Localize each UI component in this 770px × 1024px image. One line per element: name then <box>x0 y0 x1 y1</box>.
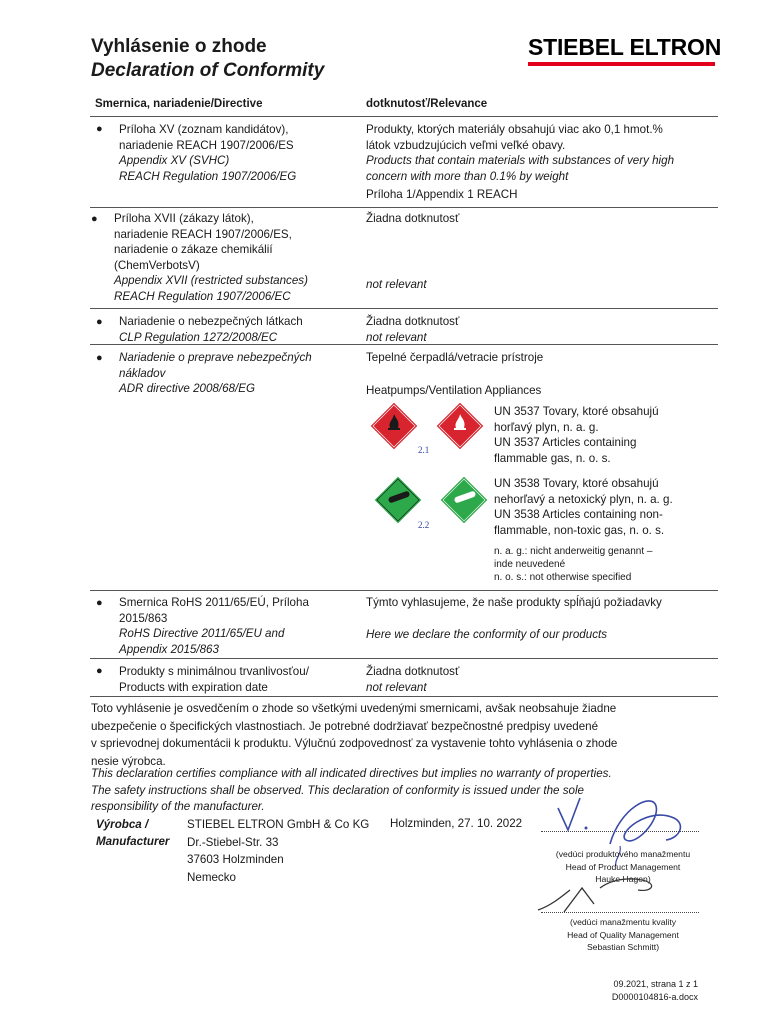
expiry-right <box>366 664 459 695</box>
row-divider <box>90 207 718 208</box>
text-line: nariadenie o zákaze chemikálií <box>114 243 273 257</box>
text-line: nákladov <box>119 366 166 380</box>
text-line: UN 3537 Articles containing <box>494 436 637 450</box>
expiry-left <box>119 664 309 695</box>
title-english: Declaration of Conformity <box>91 60 325 81</box>
text-line: n. o. s.: not otherwise specified <box>494 572 632 583</box>
rohs-left <box>119 595 309 657</box>
text-line: Toto vyhlásenie je osvedčením o zhode so všetkými uvedenými smernicami, avšak neobsahuje žiadne <box>91 702 617 715</box>
class-label-2-1: 2.1 <box>418 445 430 455</box>
title-slovak: Vyhlásenie o zhode <box>91 36 267 57</box>
row-divider <box>90 344 718 345</box>
signature-caption-2 <box>540 916 706 954</box>
rohs-relevance-sk: Týmto vyhlasujeme, že naše produkty spĺňajú požiadavky <box>366 596 662 609</box>
column-header-directive: Smernica, nariadenie/Directive <box>95 98 263 110</box>
signature-line-2 <box>541 912 699 913</box>
text-line: n. a. g.: nicht anderweitig genannt – <box>494 546 653 557</box>
text-line: Head of Quality Management <box>567 929 679 940</box>
reach-xvii-left <box>114 211 308 305</box>
text-line: UN 3537 Tovary, ktoré obsahujú <box>494 405 659 418</box>
text-line: Hauke Hagen) <box>595 874 651 884</box>
text-line: UN 3538 Articles containing non- <box>494 508 663 522</box>
text-line: Nemecko <box>187 870 236 884</box>
reach-xv-left <box>119 122 296 184</box>
row-divider <box>90 658 718 659</box>
text-line: CLP Regulation 1272/2008/EC <box>119 330 278 344</box>
bullet-icon: ● <box>96 316 103 328</box>
text-line: RoHS Directive 2011/65/EU and <box>119 627 285 641</box>
bullet-icon: ● <box>91 213 98 225</box>
text-line: 09.2021, strana 1 z 1 <box>613 979 698 989</box>
text-line: 2015/863 <box>119 611 168 625</box>
non-flammable-gas-diamond-2 <box>440 476 488 524</box>
text-line: (vedúci produktového manažmentu <box>555 849 691 859</box>
text-line: Príloha XV (zoznam kandidátov), <box>119 123 289 136</box>
text-line: Príloha XVII (zákazy látok), <box>114 212 254 225</box>
row-divider <box>90 308 718 309</box>
text-line: Výrobca / <box>96 818 149 831</box>
bullet-icon: ● <box>96 597 103 609</box>
manufacturer-label <box>96 816 169 850</box>
text-line: REACH Regulation 1907/2006/EC <box>114 289 291 303</box>
text-line: Nariadenie o preprave nebezpečných <box>119 351 312 364</box>
un3538-text <box>494 476 673 538</box>
statement-sk <box>91 700 617 770</box>
text-line: Products with expiration date <box>119 680 268 694</box>
text-line: STIEBEL ELTRON GmbH & Co KG <box>187 818 370 831</box>
text-line: Príloha 1/Appendix 1 REACH <box>366 188 518 202</box>
text-line: flammable, non-toxic gas, n. o. s. <box>494 523 665 537</box>
footer <box>612 978 698 1003</box>
text-line: This declaration certifies compliance with all indicated directives but implies no warranty of properties. <box>91 767 612 780</box>
text-line: not relevant <box>366 680 427 694</box>
text-line: inde neuvedené <box>494 559 566 570</box>
text-line: Head of Product Management <box>565 861 681 872</box>
signature-sebastian-schmitt <box>530 868 670 918</box>
flammable-gas-diamond-2 <box>436 402 484 450</box>
text-line: Smernica RoHS 2011/65/EÚ, Príloha <box>119 596 309 609</box>
text-line: Appendix XV (SVHC) <box>119 154 230 168</box>
text-line: (vedúci manažmentu kvality <box>569 917 677 927</box>
bullet-icon: ● <box>96 665 103 677</box>
text-line: Manufacturer <box>96 835 170 848</box>
brand-logo <box>528 34 722 66</box>
clp-right <box>366 314 459 345</box>
abbreviation-notes <box>494 545 652 584</box>
column-header-relevance: dotknutosť/Relevance <box>366 98 488 110</box>
un3537-text <box>494 404 659 466</box>
text-line: Sebastian Schmitt) <box>586 942 660 952</box>
text-line: Produkty, ktorých materiály obsahujú viac ako 0,1 hmot.% <box>366 123 663 136</box>
row-divider <box>90 590 718 591</box>
text-line: nehorľavý a netoxický plyn, n. a. g. <box>494 492 673 506</box>
bullet-icon: ● <box>96 123 103 135</box>
logo-text: STIEBEL ELTRON <box>528 34 722 60</box>
non-flammable-gas-diamond-1 <box>374 476 422 524</box>
adr-left <box>119 350 312 397</box>
manufacturer-address <box>187 816 369 886</box>
text-line: D0000104816-a.docx <box>611 991 698 1002</box>
text-line: ADR directive 2008/68/EG <box>119 382 255 396</box>
text-line: ubezpečenie o špecifických vlastnostiach. Je potrebné dodržiavať bezpečnostné predpisy uvedené <box>91 719 599 733</box>
text-line: Appendix XVII (restricted substances) <box>114 274 308 288</box>
text-line: 37603 Holzminden <box>187 853 284 866</box>
text-line: Products that contain materials with substances of very high <box>366 154 675 168</box>
text-line: responsibility of the manufacturer. <box>91 800 265 813</box>
clp-left <box>119 314 303 345</box>
text-line: UN 3538 Tovary, ktoré obsahujú <box>494 477 659 490</box>
text-line: nesie výrobca. <box>91 754 166 768</box>
text-line: not relevant <box>366 330 427 344</box>
text-line: nariadenie REACH 1907/2006/ES <box>119 138 294 152</box>
adr-relevance-en: Heatpumps/Ventilation Appliances <box>366 384 542 397</box>
logo-red-bar <box>528 62 715 66</box>
text-line: látok vzbudzujúcich veľmi veľké obavy. <box>366 138 566 152</box>
text-line: flammable gas, n. o. s. <box>494 451 611 465</box>
table-bottom-divider <box>90 696 718 697</box>
reach-xvii-relevance-en: not relevant <box>366 278 427 291</box>
rohs-relevance-en: Here we declare the conformity of our products <box>366 628 608 641</box>
text-line: Žiadna dotknutosť <box>366 315 460 328</box>
text-line: v sprievodnej dokumentácii k produktu. Výlučnú zodpovednosť za vystavenie tohto vyhlásenia o zhode <box>91 737 618 750</box>
bullet-icon: ● <box>96 352 103 364</box>
text-line: Žiadna dotknutosť <box>366 665 460 678</box>
text-line: Nariadenie o nebezpečných látkach <box>119 315 303 328</box>
text-line: (ChemVerbotsV) <box>114 258 200 272</box>
text-line: The safety instructions shall be observed. This declaration of conformity is issued under the sole <box>91 783 584 797</box>
place-date: Holzminden, 27. 10. 2022 <box>390 817 523 830</box>
text-line: Appendix 2015/863 <box>119 642 219 656</box>
flammable-gas-diamond-1 <box>370 402 418 450</box>
header-divider <box>90 116 718 117</box>
text-line: Produkty s minimálnou trvanlivosťou/ <box>119 665 309 678</box>
hazard-labels <box>366 400 494 540</box>
text-line: Dr.-Stiebel-Str. 33 <box>187 835 279 849</box>
class-label-2-2: 2.2 <box>418 520 430 530</box>
text-line: REACH Regulation 1907/2006/EG <box>119 169 297 183</box>
text-line: horľavý plyn, n. a. g. <box>494 420 599 434</box>
reach-xv-right <box>366 122 674 203</box>
text-line: nariadenie REACH 1907/2006/ES, <box>114 227 292 241</box>
adr-relevance-sk: Tepelné čerpadlá/vetracie prístroje <box>366 351 544 364</box>
reach-xvii-relevance: Žiadna dotknutosť <box>366 212 460 225</box>
statement-en <box>91 766 612 816</box>
text-line: concern with more than 0.1% by weight <box>366 169 569 183</box>
